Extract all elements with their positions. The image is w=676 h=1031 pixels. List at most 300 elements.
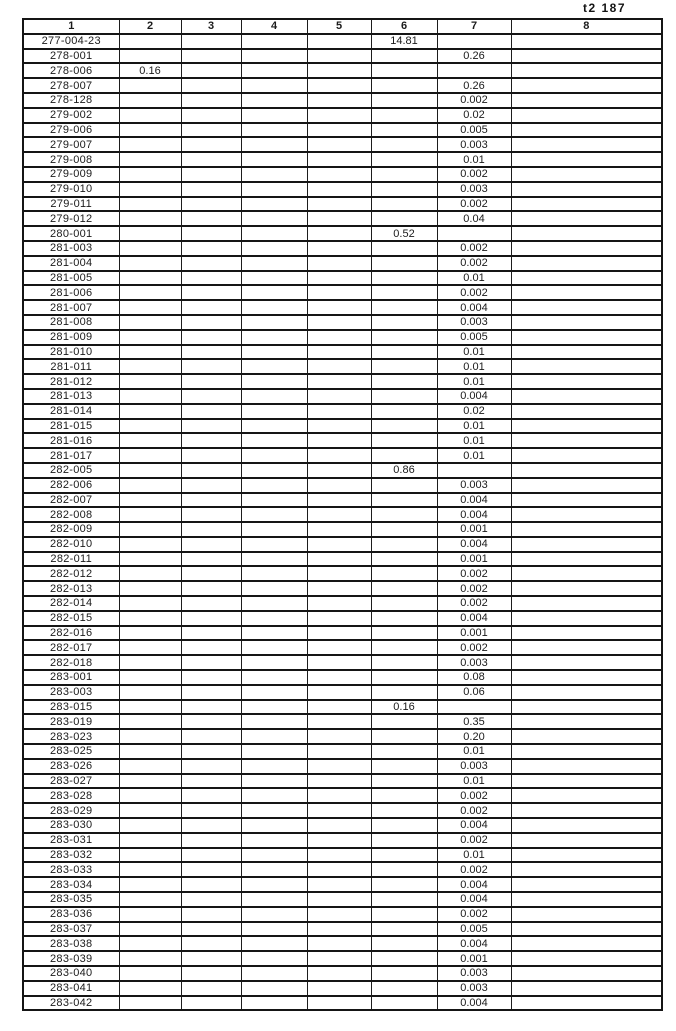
table-body xyxy=(23,34,662,1011)
value-cell: 0.002 xyxy=(437,788,511,803)
value-cell: 0.02 xyxy=(437,404,511,419)
value-cell: 0.004 xyxy=(437,507,511,522)
value-cell xyxy=(307,345,371,360)
value-cell xyxy=(511,182,662,197)
value-cell xyxy=(307,285,371,300)
table-row xyxy=(23,285,662,300)
value-cell: 0.002 xyxy=(437,640,511,655)
value-cell xyxy=(181,833,241,848)
column-header-4: 4 xyxy=(241,19,307,34)
row-id-cell: 281-007 xyxy=(23,300,119,315)
row-id-cell: 283-041 xyxy=(23,981,119,996)
table-row xyxy=(23,892,662,907)
value-cell xyxy=(307,374,371,389)
value-cell: 14.81 xyxy=(371,34,437,49)
row-id-cell: 279-012 xyxy=(23,211,119,226)
table-row xyxy=(23,714,662,729)
value-cell xyxy=(371,167,437,182)
table-row xyxy=(23,862,662,877)
row-id-cell: 283-039 xyxy=(23,951,119,966)
value-cell xyxy=(511,877,662,892)
value-cell xyxy=(181,626,241,641)
table-row xyxy=(23,271,662,286)
value-cell: 0.26 xyxy=(437,78,511,93)
value-cell: 0.01 xyxy=(437,271,511,286)
value-cell xyxy=(119,537,181,552)
value-cell xyxy=(307,271,371,286)
row-id-cell: 279-002 xyxy=(23,108,119,123)
value-cell xyxy=(511,818,662,833)
value-cell xyxy=(307,685,371,700)
value-cell xyxy=(181,537,241,552)
row-id-cell: 281-003 xyxy=(23,241,119,256)
value-cell: 0.01 xyxy=(437,744,511,759)
value-cell xyxy=(119,108,181,123)
value-cell xyxy=(307,226,371,241)
value-cell xyxy=(181,700,241,715)
value-cell xyxy=(371,448,437,463)
value-cell xyxy=(371,315,437,330)
row-id-cell: 282-013 xyxy=(23,581,119,596)
row-id-cell: 283-001 xyxy=(23,670,119,685)
value-cell xyxy=(241,981,307,996)
value-cell xyxy=(119,93,181,108)
value-cell xyxy=(511,300,662,315)
table-row xyxy=(23,389,662,404)
value-cell xyxy=(241,640,307,655)
value-cell xyxy=(371,877,437,892)
value-cell xyxy=(371,478,437,493)
value-cell xyxy=(241,374,307,389)
value-cell xyxy=(511,167,662,182)
value-cell xyxy=(307,433,371,448)
value-cell xyxy=(307,167,371,182)
value-cell xyxy=(181,433,241,448)
value-cell xyxy=(181,463,241,478)
table-header-row xyxy=(23,19,662,34)
value-cell xyxy=(241,581,307,596)
value-cell xyxy=(181,285,241,300)
value-cell: 0.01 xyxy=(437,848,511,863)
value-cell xyxy=(371,374,437,389)
value-cell xyxy=(371,359,437,374)
table-row xyxy=(23,137,662,152)
value-cell xyxy=(371,537,437,552)
value-cell xyxy=(307,818,371,833)
value-cell xyxy=(241,907,307,922)
value-cell: 0.002 xyxy=(437,566,511,581)
value-cell xyxy=(511,137,662,152)
value-cell xyxy=(307,152,371,167)
value-cell xyxy=(119,981,181,996)
value-cell xyxy=(241,63,307,78)
value-cell xyxy=(511,330,662,345)
row-id-cell: 281-006 xyxy=(23,285,119,300)
value-cell xyxy=(307,996,371,1011)
value-cell xyxy=(511,537,662,552)
value-cell xyxy=(511,774,662,789)
value-cell: 0.01 xyxy=(437,419,511,434)
column-header-3: 3 xyxy=(181,19,241,34)
value-cell: 0.02 xyxy=(437,108,511,123)
row-id-cell: 279-010 xyxy=(23,182,119,197)
table-row xyxy=(23,611,662,626)
value-cell xyxy=(511,256,662,271)
value-cell xyxy=(241,152,307,167)
value-cell xyxy=(371,596,437,611)
value-cell xyxy=(307,774,371,789)
value-cell xyxy=(511,49,662,64)
value-cell xyxy=(119,123,181,138)
value-cell: 0.002 xyxy=(437,581,511,596)
row-id-cell: 283-035 xyxy=(23,892,119,907)
value-cell xyxy=(511,700,662,715)
value-cell xyxy=(119,803,181,818)
value-cell xyxy=(371,49,437,64)
value-cell xyxy=(119,818,181,833)
value-cell xyxy=(119,951,181,966)
value-cell xyxy=(511,493,662,508)
value-cell xyxy=(181,34,241,49)
value-cell xyxy=(181,611,241,626)
value-cell: 0.001 xyxy=(437,522,511,537)
value-cell xyxy=(241,256,307,271)
value-cell xyxy=(241,404,307,419)
value-cell xyxy=(511,78,662,93)
value-cell xyxy=(371,759,437,774)
value-cell xyxy=(181,49,241,64)
value-cell xyxy=(511,714,662,729)
value-cell xyxy=(241,182,307,197)
value-cell xyxy=(241,833,307,848)
value-cell xyxy=(119,892,181,907)
value-cell: 0.003 xyxy=(437,759,511,774)
value-cell xyxy=(241,359,307,374)
table-row xyxy=(23,448,662,463)
value-cell xyxy=(181,981,241,996)
value-cell xyxy=(371,670,437,685)
value-cell xyxy=(119,211,181,226)
value-cell xyxy=(511,803,662,818)
row-id-cell: 283-032 xyxy=(23,848,119,863)
value-cell xyxy=(511,566,662,581)
row-id-cell: 281-011 xyxy=(23,359,119,374)
value-cell xyxy=(119,862,181,877)
value-cell xyxy=(307,626,371,641)
row-id-cell: 283-037 xyxy=(23,922,119,937)
value-cell xyxy=(181,566,241,581)
value-cell xyxy=(181,522,241,537)
value-cell xyxy=(307,315,371,330)
row-id-cell: 283-023 xyxy=(23,729,119,744)
table-row xyxy=(23,49,662,64)
value-cell xyxy=(307,49,371,64)
value-cell xyxy=(181,359,241,374)
value-cell xyxy=(241,729,307,744)
value-cell xyxy=(307,63,371,78)
row-id-cell: 281-017 xyxy=(23,448,119,463)
value-cell xyxy=(437,700,511,715)
value-cell xyxy=(371,93,437,108)
value-cell: 0.004 xyxy=(437,611,511,626)
value-cell xyxy=(307,182,371,197)
value-cell xyxy=(371,108,437,123)
table-row xyxy=(23,493,662,508)
value-cell xyxy=(119,729,181,744)
value-cell xyxy=(371,211,437,226)
value-cell xyxy=(241,226,307,241)
value-cell xyxy=(181,330,241,345)
row-id-cell: 282-011 xyxy=(23,552,119,567)
value-cell: 0.16 xyxy=(371,700,437,715)
value-cell: 0.01 xyxy=(437,374,511,389)
row-id-cell: 283-028 xyxy=(23,788,119,803)
table-row xyxy=(23,78,662,93)
value-cell xyxy=(307,389,371,404)
value-cell: 0.003 xyxy=(437,981,511,996)
value-cell xyxy=(241,522,307,537)
value-cell xyxy=(119,404,181,419)
value-cell xyxy=(241,922,307,937)
value-cell xyxy=(511,63,662,78)
value-cell xyxy=(511,922,662,937)
value-cell: 0.003 xyxy=(437,966,511,981)
table-row xyxy=(23,922,662,937)
value-cell xyxy=(241,759,307,774)
value-cell xyxy=(511,522,662,537)
value-cell: 0.003 xyxy=(437,315,511,330)
value-cell xyxy=(307,922,371,937)
value-cell xyxy=(241,93,307,108)
value-cell xyxy=(241,315,307,330)
value-cell xyxy=(307,655,371,670)
value-cell: 0.16 xyxy=(119,63,181,78)
value-cell xyxy=(119,241,181,256)
value-cell xyxy=(371,685,437,700)
table-row xyxy=(23,700,662,715)
value-cell xyxy=(511,478,662,493)
value-cell xyxy=(371,271,437,286)
value-cell xyxy=(511,744,662,759)
row-id-cell: 281-013 xyxy=(23,389,119,404)
value-cell xyxy=(307,833,371,848)
value-cell xyxy=(307,552,371,567)
value-cell xyxy=(119,256,181,271)
value-cell xyxy=(371,300,437,315)
table-row xyxy=(23,759,662,774)
value-cell xyxy=(241,463,307,478)
value-cell xyxy=(511,611,662,626)
value-cell xyxy=(241,448,307,463)
value-cell xyxy=(307,211,371,226)
value-cell xyxy=(241,848,307,863)
value-cell: 0.002 xyxy=(437,197,511,212)
value-cell xyxy=(371,803,437,818)
value-cell xyxy=(307,907,371,922)
value-cell xyxy=(119,788,181,803)
value-cell xyxy=(371,137,437,152)
table-row xyxy=(23,507,662,522)
value-cell xyxy=(241,300,307,315)
value-cell xyxy=(119,936,181,951)
row-id-cell: 279-011 xyxy=(23,197,119,212)
value-cell xyxy=(119,966,181,981)
value-cell xyxy=(371,611,437,626)
table-row xyxy=(23,433,662,448)
value-cell xyxy=(371,907,437,922)
value-cell xyxy=(307,848,371,863)
value-cell xyxy=(241,285,307,300)
value-cell xyxy=(511,271,662,286)
value-cell xyxy=(241,34,307,49)
value-cell xyxy=(307,759,371,774)
value-cell xyxy=(119,493,181,508)
value-cell xyxy=(371,63,437,78)
value-cell xyxy=(371,330,437,345)
value-cell xyxy=(511,241,662,256)
value-cell: 0.003 xyxy=(437,182,511,197)
table-row xyxy=(23,374,662,389)
table-row xyxy=(23,63,662,78)
table-row xyxy=(23,34,662,49)
value-cell xyxy=(511,759,662,774)
value-cell xyxy=(241,389,307,404)
row-id-cell: 281-004 xyxy=(23,256,119,271)
value-cell xyxy=(119,507,181,522)
value-cell xyxy=(241,345,307,360)
value-cell xyxy=(241,626,307,641)
value-cell xyxy=(181,714,241,729)
value-cell xyxy=(307,300,371,315)
page-number-label: t2 187 xyxy=(582,1,626,15)
table-row xyxy=(23,818,662,833)
value-cell xyxy=(119,285,181,300)
value-cell: 0.005 xyxy=(437,922,511,937)
value-cell xyxy=(181,877,241,892)
value-cell xyxy=(241,966,307,981)
value-cell xyxy=(181,374,241,389)
table-row xyxy=(23,670,662,685)
table-row xyxy=(23,640,662,655)
value-cell xyxy=(119,670,181,685)
value-cell xyxy=(511,833,662,848)
row-id-cell: 283-025 xyxy=(23,744,119,759)
table-row xyxy=(23,951,662,966)
row-id-cell: 283-034 xyxy=(23,877,119,892)
value-cell xyxy=(307,197,371,212)
value-cell xyxy=(307,566,371,581)
row-id-cell: 279-009 xyxy=(23,167,119,182)
row-id-cell: 283-036 xyxy=(23,907,119,922)
value-cell: 0.01 xyxy=(437,345,511,360)
value-cell xyxy=(119,685,181,700)
value-cell xyxy=(371,182,437,197)
value-cell xyxy=(181,404,241,419)
value-cell xyxy=(181,123,241,138)
value-cell: 0.01 xyxy=(437,774,511,789)
row-id-cell: 283-040 xyxy=(23,966,119,981)
value-cell xyxy=(181,640,241,655)
value-cell xyxy=(181,226,241,241)
table-row xyxy=(23,581,662,596)
row-id-cell: 281-012 xyxy=(23,374,119,389)
value-cell xyxy=(511,581,662,596)
value-cell xyxy=(511,862,662,877)
value-cell xyxy=(371,256,437,271)
value-cell xyxy=(241,818,307,833)
value-cell: 0.004 xyxy=(437,537,511,552)
table-row xyxy=(23,626,662,641)
value-cell xyxy=(371,433,437,448)
value-cell xyxy=(181,389,241,404)
table-row xyxy=(23,596,662,611)
value-cell xyxy=(119,448,181,463)
row-id-cell: 281-016 xyxy=(23,433,119,448)
value-cell xyxy=(511,419,662,434)
row-id-cell: 282-008 xyxy=(23,507,119,522)
value-cell xyxy=(437,34,511,49)
value-cell xyxy=(307,448,371,463)
row-id-cell: 277-004-23 xyxy=(23,34,119,49)
value-cell xyxy=(307,123,371,138)
value-cell xyxy=(307,729,371,744)
value-cell xyxy=(241,892,307,907)
value-cell xyxy=(371,655,437,670)
value-cell: 0.004 xyxy=(437,300,511,315)
value-cell xyxy=(241,611,307,626)
value-cell xyxy=(241,685,307,700)
value-cell xyxy=(307,788,371,803)
value-cell xyxy=(181,315,241,330)
value-cell xyxy=(307,256,371,271)
table-row xyxy=(23,123,662,138)
value-cell xyxy=(371,818,437,833)
value-cell: 0.002 xyxy=(437,833,511,848)
row-id-cell: 282-018 xyxy=(23,655,119,670)
row-id-cell: 282-009 xyxy=(23,522,119,537)
value-cell xyxy=(119,167,181,182)
value-cell xyxy=(511,359,662,374)
value-cell xyxy=(181,241,241,256)
value-cell xyxy=(119,359,181,374)
value-cell xyxy=(511,729,662,744)
value-cell xyxy=(307,803,371,818)
value-cell xyxy=(241,596,307,611)
table-row xyxy=(23,93,662,108)
value-cell xyxy=(119,197,181,212)
table-row xyxy=(23,463,662,478)
value-cell: 0.004 xyxy=(437,818,511,833)
value-cell: 0.52 xyxy=(371,226,437,241)
table-row xyxy=(23,566,662,581)
value-cell xyxy=(181,271,241,286)
value-cell xyxy=(307,493,371,508)
value-cell xyxy=(371,522,437,537)
table-row xyxy=(23,167,662,182)
value-cell: 0.06 xyxy=(437,685,511,700)
value-cell xyxy=(371,552,437,567)
value-cell xyxy=(181,966,241,981)
value-cell xyxy=(371,892,437,907)
value-cell xyxy=(119,996,181,1011)
value-cell xyxy=(307,463,371,478)
value-cell xyxy=(307,507,371,522)
value-cell xyxy=(181,818,241,833)
value-cell xyxy=(119,655,181,670)
value-cell xyxy=(119,49,181,64)
value-cell xyxy=(307,877,371,892)
row-id-cell: 283-038 xyxy=(23,936,119,951)
